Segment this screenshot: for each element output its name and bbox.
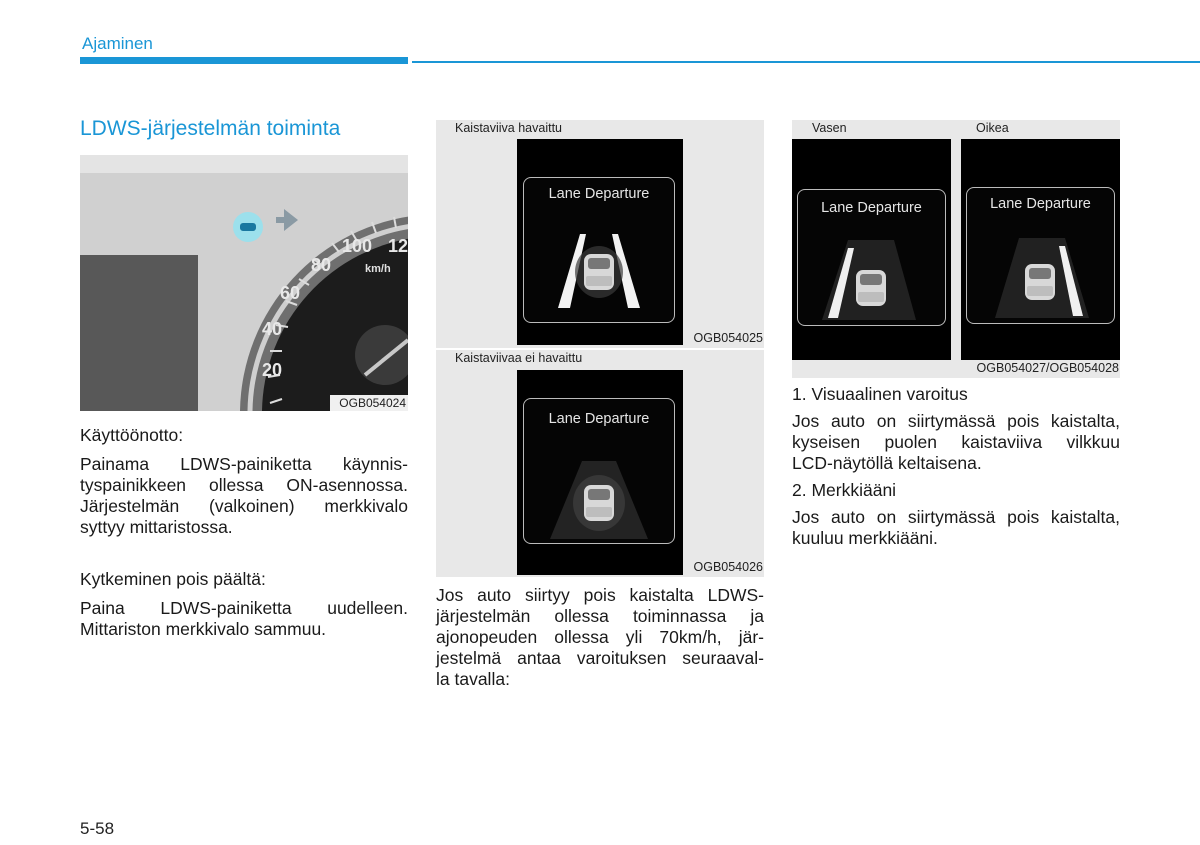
text-line: ajonopeuden ollessa yli 70km/h, jär- [436, 627, 764, 647]
figure-code: OGB054025 [693, 331, 763, 345]
text-line: la tavalla: [436, 669, 510, 689]
speed-label: 100 [342, 236, 373, 256]
cluster-code-box [330, 395, 408, 411]
page-number: 5-58 [80, 819, 115, 838]
text-line: järjestelmän ollessa toiminnassa ja [436, 606, 764, 626]
text-line: Järjestelmän (valkoinen) merkkivalo [80, 496, 408, 516]
lcd-frame [797, 189, 946, 326]
col3-text [792, 384, 1120, 549]
lcd-frame [523, 398, 675, 544]
lcd-screen-right [961, 139, 1120, 360]
col1-text [80, 425, 408, 640]
cluster-figure [80, 155, 408, 411]
heading-disable: Kytkeminen pois päältä: [80, 569, 266, 589]
heading-visual-warning: 1. Visuaalinen varoitus [792, 384, 968, 404]
lane-graphic-right [967, 188, 1114, 323]
speed-label: 40 [262, 319, 283, 339]
figure-lane-not-detected [436, 350, 764, 577]
section-title: LDWS-järjestelmän toiminta [80, 117, 341, 140]
lcd-title: Lane Departure [548, 411, 650, 427]
lane-graphic [524, 399, 674, 543]
text-line: Mittariston merkkivalo sammuu. [80, 619, 327, 639]
text-line: Jos auto on siirtymässä pois kaistalta, [792, 507, 1120, 527]
lcd-screen [517, 370, 683, 575]
lane-graphic [524, 178, 674, 322]
text-line: tyspainikkeen ollessa ON-asennossa. [80, 475, 408, 495]
speed-label: 20 [262, 360, 283, 380]
speed-label: 12 [388, 236, 409, 256]
text-line: Jos auto siirtyy pois kaistalta LDWS- [436, 585, 764, 605]
figure-code: OGB054027/OGB054028 [976, 361, 1119, 375]
text-line: kyseisen puolen kaistaviiva vilkkuu [792, 432, 1120, 452]
figure-left-right-warning [792, 120, 1120, 378]
heading-enable: Käyttöönotto: [80, 425, 184, 445]
text-line: syttyy mittaristossa. [80, 517, 233, 537]
lcd-title: Lane Departure [548, 186, 650, 202]
text-line: LCD-näytöllä keltaisena. [792, 453, 982, 473]
header-rule-thin [412, 61, 1200, 63]
lcd-title: Lane Departure [990, 196, 1091, 212]
lcd-screen-left [792, 139, 951, 360]
lcd-frame [523, 177, 675, 323]
speed-label: 80 [311, 255, 332, 275]
figure-caption: Kaistaviivaa ei havaittu [455, 351, 583, 365]
lcd-frame [966, 187, 1115, 324]
lcd-title: Lane Departure [821, 200, 922, 216]
col2-text [436, 585, 764, 690]
text-line: Paina LDWS-painiketta uudelleen. [80, 598, 408, 618]
lane-graphic-left [798, 190, 945, 325]
figure-lane-detected [436, 120, 764, 348]
text-line: kuuluu merkkiääni. [792, 528, 938, 548]
running-header: Ajaminen [82, 34, 153, 53]
lcd-screen [517, 139, 683, 345]
figure-caption-left: Vasen [812, 121, 847, 135]
text-line: Jos auto on siirtymässä pois kaistalta, [792, 411, 1120, 431]
cluster-illustration [80, 155, 408, 411]
figure-caption-right: Oikea [976, 121, 1009, 135]
figure-code: OGB054026 [693, 560, 763, 574]
figure-caption: Kaistaviiva havaittu [455, 121, 563, 135]
heading-beep: 2. Merkkiääni [792, 480, 897, 500]
text-line: Painama LDWS-painiketta käynnis- [80, 454, 408, 474]
header-rule-thick [80, 57, 408, 64]
text-line: jestelmä antaa varoituksen seuraaval- [436, 648, 764, 668]
speed-label: 60 [280, 283, 301, 303]
speed-unit: km/h [365, 263, 391, 275]
figure-code: OGB054024 [339, 396, 406, 410]
